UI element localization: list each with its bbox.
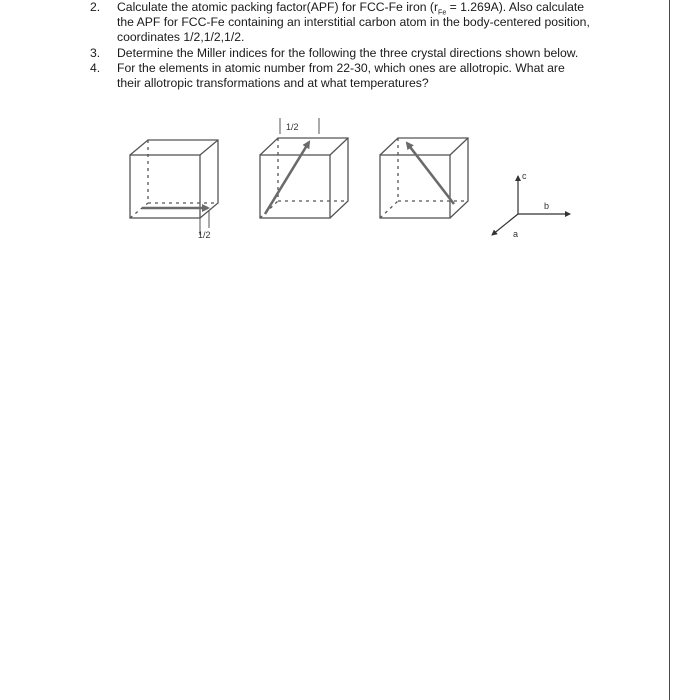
cube-1: [130, 140, 218, 235]
figure-canvas: [120, 110, 590, 250]
cube-edge: [330, 138, 348, 155]
crystal-directions-figure: [120, 110, 590, 250]
axis-b-label: b: [544, 201, 550, 211]
cube-hidden-edge: [130, 203, 148, 218]
question-text-line: coordinates 1/2,1/2,1/2.: [117, 30, 245, 45]
question-text-line: For the elements in atomic number from 22-30, which ones are allotropic. What are: [117, 60, 565, 75]
question-2: [90, 0, 650, 46]
question-text-line: Determine the Miller indices for the following the three crystal directions shown below.: [117, 45, 579, 60]
question-4: [90, 61, 650, 91]
question-list: [90, 0, 650, 91]
cube-2-label: 1/2: [286, 122, 299, 132]
cube-hidden-edge: [380, 201, 398, 218]
axis-a-label: a: [513, 229, 519, 239]
cube-edge: [450, 138, 468, 155]
cube-2: [260, 118, 348, 218]
question-number: 4.: [90, 60, 101, 75]
question-3: [90, 46, 650, 61]
axis-c-label: c: [522, 171, 527, 181]
direction-arrow-2: [265, 142, 309, 214]
question-text-line: Calculate the atomic packing factor(APF) for FCC-Fe iron $(r_{Fe} = 1.269A)$. Also calculate: [117, 0, 585, 17]
coordinate-axes: [492, 176, 570, 235]
cube-3: [380, 138, 468, 218]
cube-1-label: 1/2: [198, 230, 211, 240]
cube-edge: [200, 140, 218, 155]
direction-arrow-3: [407, 143, 454, 204]
question-text-line: their allotropic transformations and at what temperatures?: [117, 76, 429, 91]
question-number: 2.: [90, 0, 101, 14]
question-text-line: the APF for FCC-Fe containing an interstitial carbon atom in the body-centered position,: [117, 15, 590, 30]
question-number: 3.: [90, 45, 101, 60]
